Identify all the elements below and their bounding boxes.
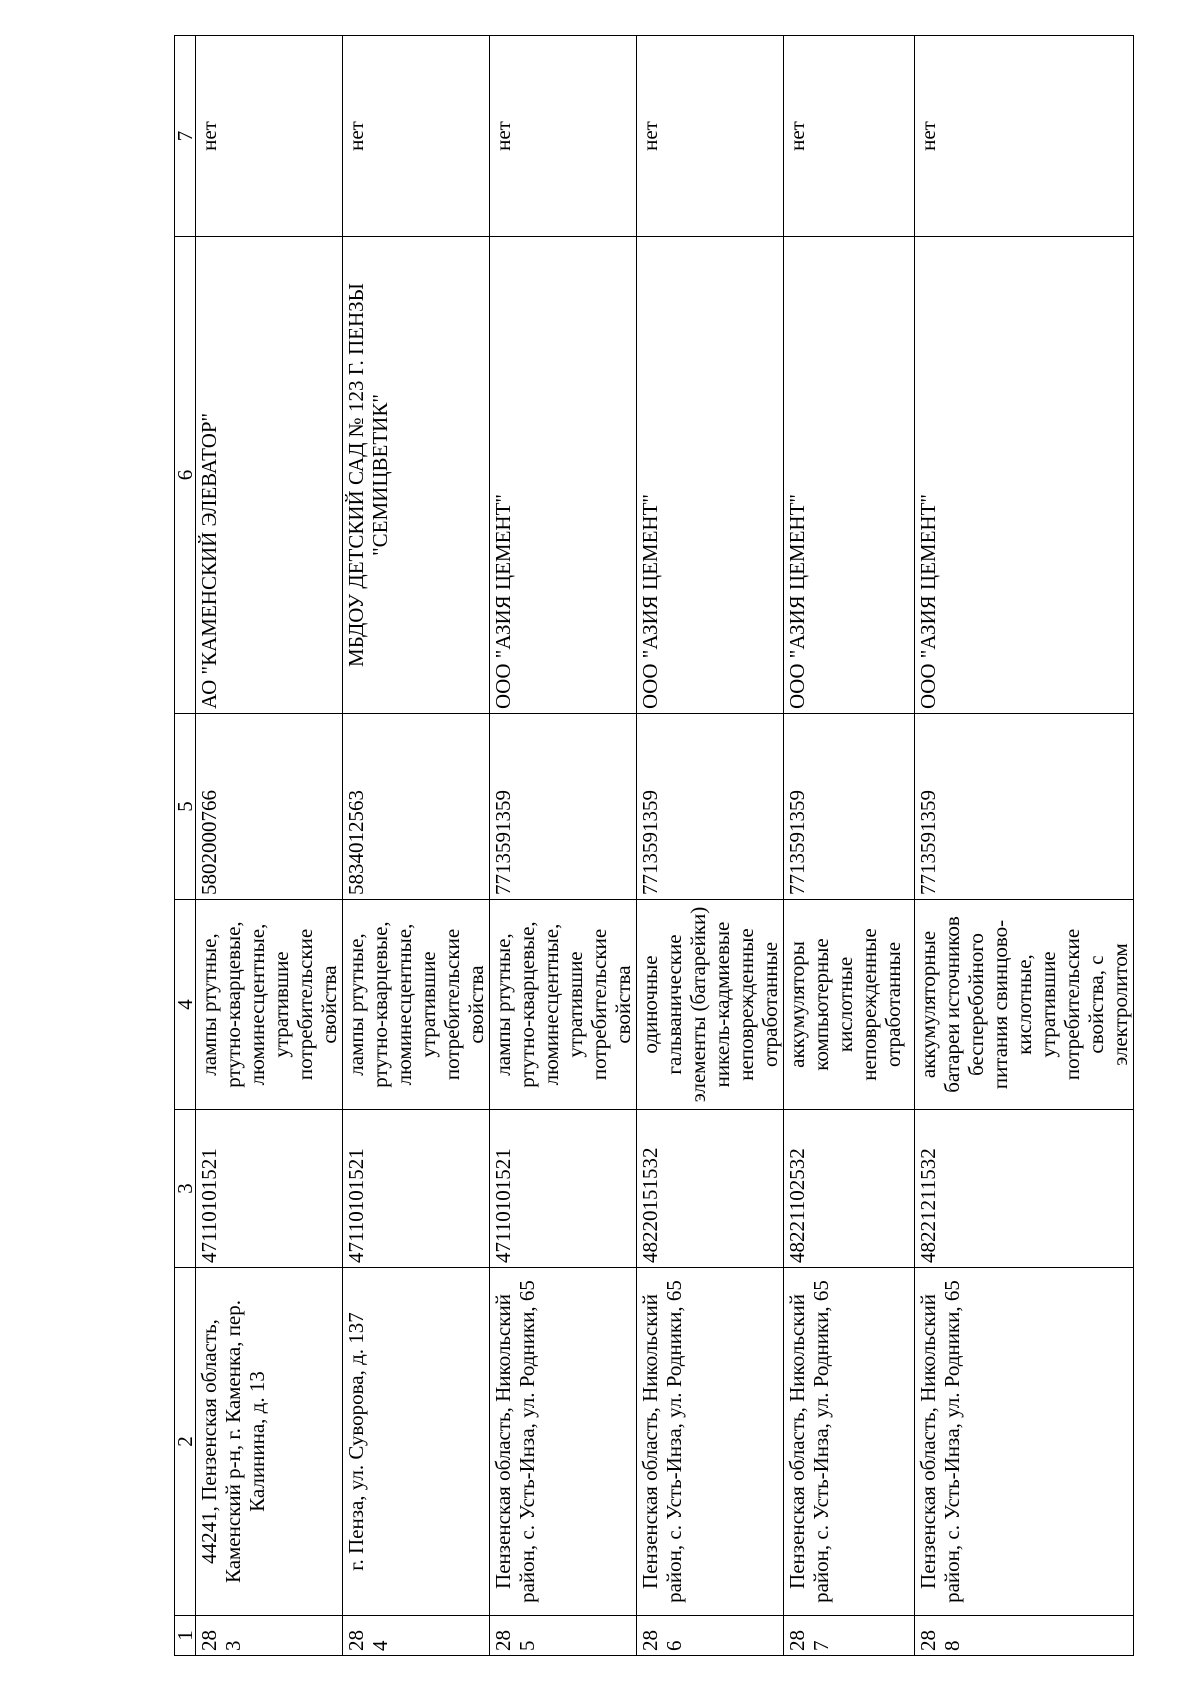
column-number: 4	[175, 900, 196, 1110]
organization-cell: ООО "АЗИЯ ЦЕМЕНТ"	[490, 237, 637, 714]
table-row	[343, 36, 490, 1656]
column-number: 1	[175, 1616, 196, 1656]
address-cell: Пензенская область, Никольский район, с. Усть-Инза, ул. Родники, 65	[637, 1268, 784, 1616]
rotated-page	[173, 36, 1132, 1656]
row-number: 285	[490, 1616, 637, 1656]
column-number: 2	[175, 1268, 196, 1616]
organization-cell: МБДОУ ДЕТСКИЙ САД № 123 Г. ПЕНЗЫ "СЕМИЦВЕТИК"	[343, 237, 490, 714]
note-cell: нет	[343, 36, 490, 237]
waste-name-cell: лампы ртутные, ртутно-кварцевые, люминесцентные, утратившие потребительские свойства	[490, 900, 637, 1110]
address-cell: Пензенская область, Никольский район, с. Усть-Инза, ул. Родники, 65	[784, 1268, 915, 1616]
note-cell: нет	[637, 36, 784, 237]
row-number: 287	[784, 1616, 915, 1656]
inn-cell: 7713591359	[915, 714, 1134, 900]
organization-cell: ООО "АЗИЯ ЦЕМЕНТ"	[637, 237, 784, 714]
inn-cell: 5834012563	[343, 714, 490, 900]
organization-cell: АО "КАМЕНСКИЙ ЭЛЕВАТОР"	[196, 237, 343, 714]
waste-name-cell: лампы ртутные, ртутно-кварцевые, люминесцентные, утратившие потребительские свойства	[196, 900, 343, 1110]
table-row	[915, 36, 1134, 1656]
row-number: 284	[343, 1616, 490, 1656]
waste-name-cell: лампы ртутные, ртутно-кварцевые, люминесцентные, утратившие потребительские свойства	[343, 900, 490, 1110]
inn-cell: 7713591359	[637, 714, 784, 900]
note-cell: нет	[196, 36, 343, 237]
address-cell: г. Пенза, ул. Суворова, д. 137	[343, 1268, 490, 1616]
note-cell: нет	[784, 36, 915, 237]
inn-cell: 7713591359	[784, 714, 915, 900]
waste-code-cell: 47110101521	[196, 1110, 343, 1268]
address-cell: Пензенская область, Никольский район, с. Усть-Инза, ул. Родники, 65	[490, 1268, 637, 1616]
organization-cell: ООО "АЗИЯ ЦЕМЕНТ"	[784, 237, 915, 714]
waste-code-cell: 48220151532	[637, 1110, 784, 1268]
waste-name-cell: аккумуляторы компьютерные кислотные неповрежденные отработанные	[784, 900, 915, 1110]
column-number: 7	[175, 36, 196, 237]
note-cell: нет	[915, 36, 1134, 237]
column-number: 3	[175, 1110, 196, 1268]
organization-cell: ООО "АЗИЯ ЦЕМЕНТ"	[915, 237, 1134, 714]
waste-name-cell: одиночные гальванические элементы (батарейки) никель-кадмиевые неповрежденные отработанные	[637, 900, 784, 1110]
table-row	[490, 36, 637, 1656]
waste-code-cell: 47110101521	[343, 1110, 490, 1268]
row-number: 283	[196, 1616, 343, 1656]
waste-code-cell: 47110101521	[490, 1110, 637, 1268]
table-row	[196, 36, 343, 1656]
address-cell: Пензенская область, Никольский район, с. Усть-Инза, ул. Родники, 65	[915, 1268, 1134, 1616]
table-row	[637, 36, 784, 1656]
waste-code-cell: 48221102532	[784, 1110, 915, 1268]
inn-cell: 7713591359	[490, 714, 637, 900]
waste-code-cell: 48221211532	[915, 1110, 1134, 1268]
column-number: 6	[175, 237, 196, 714]
row-number: 288	[915, 1616, 1134, 1656]
waste-registry-table	[174, 35, 1134, 1656]
column-number: 5	[175, 714, 196, 900]
column-number-row	[175, 36, 196, 1656]
row-number: 286	[637, 1616, 784, 1656]
inn-cell: 5802000766	[196, 714, 343, 900]
note-cell: нет	[490, 36, 637, 237]
table-row	[784, 36, 915, 1656]
waste-name-cell: аккумуляторные батареи источников бесперебойного питания свинцово-кислотные, утратившие потребительские свойства, с электролитом	[915, 900, 1134, 1110]
address-cell: 44241, Пензенская область, Каменский р-н, г. Каменка, пер. Калинина, д. 13	[196, 1268, 343, 1616]
